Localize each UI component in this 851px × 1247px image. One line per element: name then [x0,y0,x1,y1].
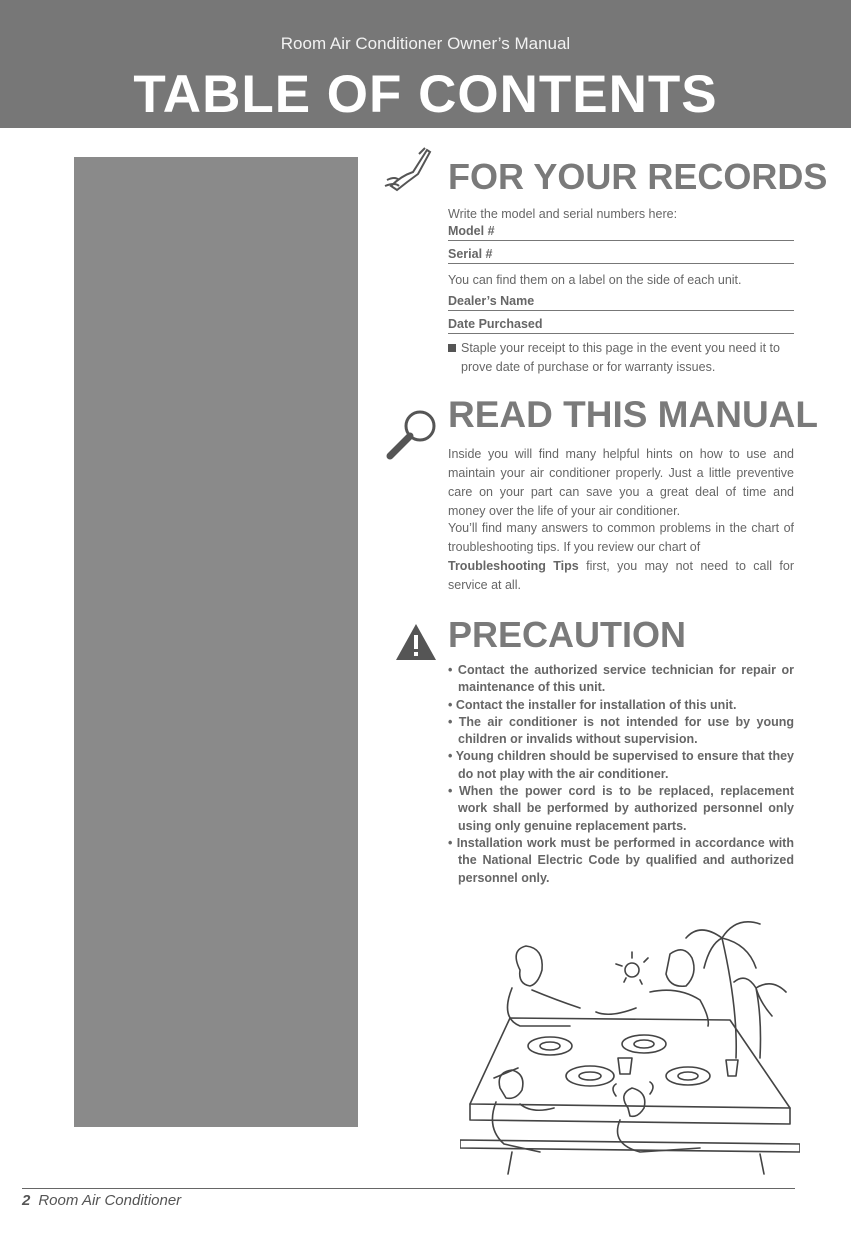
warning-icon [394,622,438,662]
sidebar-panel [74,157,358,1127]
precaution-item: • Contact the authorized service technician for repair or maintenance of this unit. [448,663,794,695]
manual-title: READ THIS MANUAL [448,394,818,435]
manual-para1: Inside you will find many helpful hints on how to use and maintain your air conditioner properly. Just a little preventive care on your part can save you a great deal of time and money over the life of your air conditioner. [448,447,794,518]
precaution-title: PRECAUTION [448,614,687,655]
manual-para3-rest: first, you may not need to call for service at all. [448,559,794,592]
manual-para2: You’ll find many answers to common problems in the chart of troubleshooting tips. If you review our chart of [448,521,794,554]
footer-text: Room Air Conditioner [38,1192,182,1209]
records-title: FOR YOUR RECORDS [448,156,828,197]
page-header [0,0,851,128]
page-number: 2 [22,1192,31,1209]
dealer-field: Dealer’s Name [448,294,794,311]
model-field: Model # [448,224,794,241]
pen-icon [383,146,435,200]
header-subtitle: Room Air Conditioner Owner’s Manual [280,34,571,53]
staple-note [448,339,794,377]
serial-field: Serial # [448,247,794,264]
manual-para3 [448,557,794,595]
records-intro: Write the model and serial numbers here: [448,207,678,221]
precaution-item: • Young children should be supervised to ensure that they do not play with the air conditioner. [448,749,794,781]
precaution-item: • Contact the installer for installation of this unit. [448,697,737,712]
page-footer [22,1192,181,1209]
precaution-list [448,662,794,887]
label-note: You can find them on a label on the side of each unit. [448,273,742,287]
footer-rule [22,1188,795,1189]
precaution-item: • Installation work must be performed in accordance with the National Electric Code by qualified and authorized personnel only. [448,835,794,885]
staple-note-text: Staple your receipt to this page in the event you need it to prove date of purchase or for warranty issues. [461,341,780,374]
precaution-item: • When the power cord is to be replaced, replacement work shall be performed by authorized personnel only using only genuine replacement parts. [448,784,794,833]
magnifier-icon [384,408,440,462]
bullet-square-icon [448,344,456,352]
troubleshooting-tips-link: Troubleshooting Tips [448,559,579,573]
page-title: TABLE OF CONTENTS [133,65,718,124]
date-field: Date Purchased [448,317,794,334]
picnic-illustration [460,908,800,1180]
precaution-item: • The air conditioner is not intended for use by young children or invalids without supervision. [448,714,794,747]
